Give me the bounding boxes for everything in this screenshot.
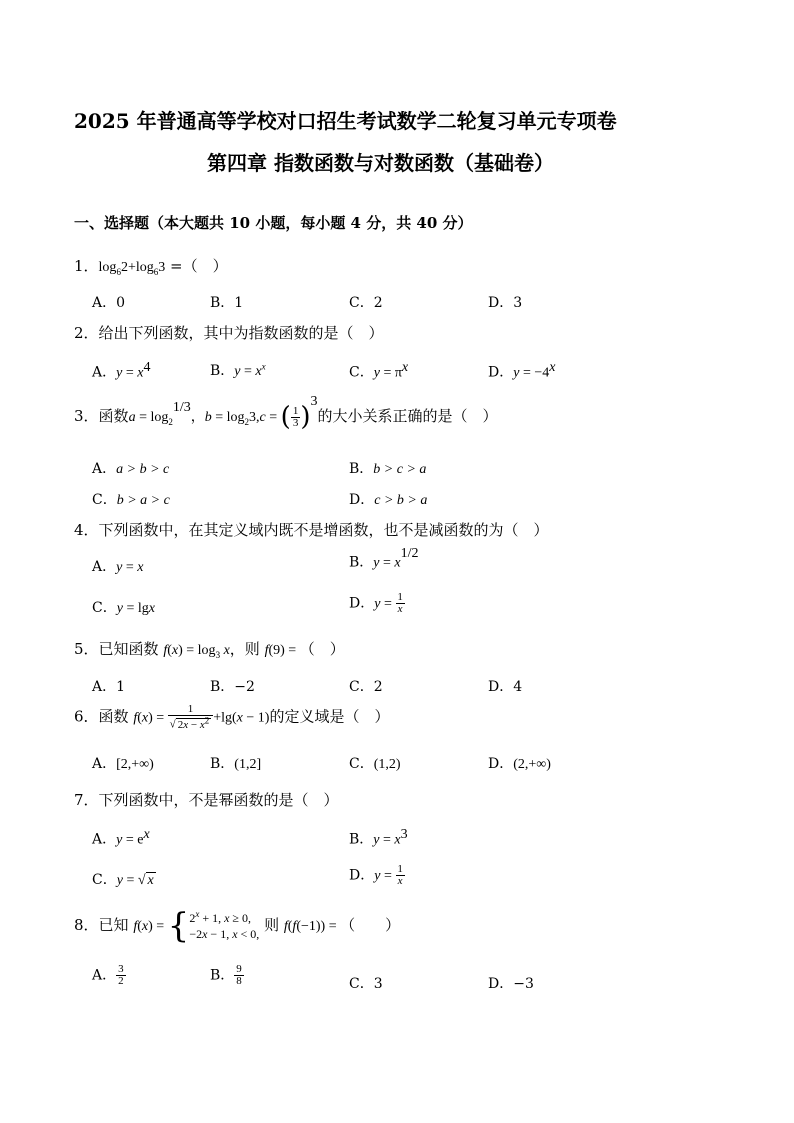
question-7	[74, 789, 339, 810]
question-number: 2．	[74, 324, 99, 342]
option-d: D．(2,+∞)	[488, 756, 551, 772]
option-b: B． $\frac{9}{8}$	[210, 963, 242, 987]
section-heading: 一、选择题（本大题共 10 小题，每小题 4 分，共 40 分）	[74, 214, 473, 232]
option-b: B．$y = x^{1/2}$	[349, 546, 419, 571]
question-1	[74, 255, 228, 277]
question-text: 下列函数中，不是幂函数的是（ ）	[98, 791, 339, 809]
question-2	[74, 322, 384, 343]
option-d: D．$y = -4^x$	[488, 360, 556, 381]
option-c: C．3	[349, 976, 383, 992]
option-c: C．y = lgx	[92, 600, 155, 616]
option-a: A．$y = e^x$	[92, 827, 150, 848]
math-expression: $\log_62+\log_63$	[98, 260, 166, 277]
option-d: D．4	[488, 679, 523, 695]
question-number: 8．	[74, 916, 99, 934]
option-c: C．y = √ x	[92, 872, 154, 888]
option-a: A．$y = x^4$	[92, 360, 151, 381]
page-title: 2025 年普通高等学校对口招生考试数学二轮复习单元专项卷	[74, 109, 617, 133]
option-d: D．3	[488, 295, 523, 311]
option-a: A．y = x	[92, 559, 144, 575]
question-number: 7．	[74, 791, 99, 809]
option-d: D．y = $\frac{1}{x}$	[349, 863, 403, 887]
option-b: B．1	[210, 295, 244, 311]
option-c: C．$y = \pi^x$	[349, 360, 409, 381]
question-number: 1．	[74, 257, 99, 275]
question-number: 5．	[74, 640, 99, 658]
option-d: D．y = $\frac{1}{x}$	[349, 591, 403, 615]
question-number: 6．	[74, 707, 99, 726]
question-6: 6．函数 f(x) = $\frac{1}{√ 2x - x^2}$ +lg(x − 1)的定义域是（ ）	[74, 703, 390, 731]
option-a: A．1	[92, 679, 126, 695]
option-b: B．(1,2]	[210, 756, 262, 772]
option-a: A．a > b > c	[92, 461, 170, 477]
option-c: C．2	[349, 679, 383, 695]
answer-paren: =（ ）	[165, 257, 228, 275]
option-d: D．c > b > a	[349, 492, 428, 508]
question-text: 给出下列函数，其中为指数函数的是（ ）	[98, 324, 384, 342]
question-number: 3．	[74, 407, 99, 425]
option-a: A． $\frac{3}{2}$	[92, 963, 124, 987]
question-8: 8．已知 f(x) = { $2^x + 1$, x ≥ 0, −2x − 1, x < 0, 则 f(f(−1)) = （ ）	[74, 906, 401, 946]
option-c: C．b > a > c	[92, 492, 170, 508]
page-subtitle: 第四章 指数函数与对数函数（基础卷）	[207, 151, 554, 175]
question-5: 5．已知函数 $f(x) = \log_3 x$，则 f(9) = （ ）	[74, 640, 345, 660]
option-a: A．[2,+∞)	[92, 756, 154, 772]
option-b: B．−2	[210, 679, 255, 695]
option-c: C．(1,2)	[349, 756, 401, 772]
question-number: 4．	[74, 521, 99, 539]
option-d: D．−3	[488, 976, 534, 992]
question-4	[74, 519, 549, 540]
question-text: 下列函数中，在其定义域内既不是增函数，也不是减函数的为（ ）	[98, 521, 549, 539]
option-b: B．$y = x^x$	[210, 361, 266, 379]
option-b: B．b > c > a	[349, 461, 427, 477]
question-3: 3．函数$a = \log_2^{1/3}$，$b = \log_23,c$ = ( $\frac{1}{3}$ )$^3$的大小关系正确的是（ ）	[74, 394, 498, 432]
option-a: A．0	[92, 295, 126, 311]
option-b: B．$y = x^3$	[349, 827, 408, 848]
option-c: C．2	[349, 295, 383, 311]
